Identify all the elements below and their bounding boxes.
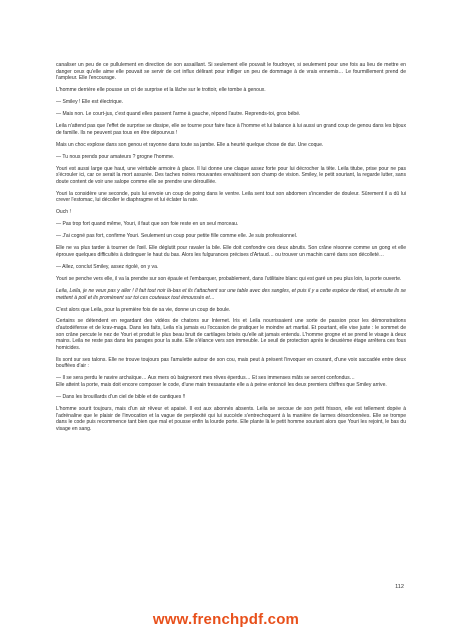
dialogue-line: — Pas trop fort quand même, Youri, il faut que son foie reste en un seul morceau. — [56, 221, 239, 228]
paragraph: Ouch ! — [56, 209, 71, 216]
paragraph: Leila n'attend pas que l'effet de surprise se dissipe, elle se tourne pour faire face à l'homme et lui balance à lui aussi un grand coup de genou dans les bijoux de famille. Ils ne peuvent pas tous en être dépourvus ! — [56, 123, 406, 136]
paragraph: L'homme derrière elle pousse un cri de surprise et la lâche sur le trottoir, elle tombe à genoux. — [56, 87, 266, 94]
dialogue-line: — Smiley ! Elle est électrique. — [56, 99, 124, 106]
paragraph: Youri se penche vers elle, il va la prendre sur son épaule et l'embarquer, probablement, dans l'utilitaire blanc qui est garé un peu plus loin, la porte ouverte. — [56, 275, 402, 282]
dialogue-line: — Tu nous prends pour amateurs ? grogne l'homme. — [56, 153, 175, 160]
paragraph: L'homme sourit toujours, mais d'un air rêveur et apaisé. Il est aux abonnés absents. Leila se secoue de son petit frisson, elle est tellement dopée à l'adrénaline que le plaisir de l'invocation et la vague de perplexité qui lui succède s'entrechoquent à la manière de larmes désordonnées. Elle se trompe dans le code puis recommence tant bien que mal et pousse enfin la lourde porte. Elle plante là le petit homme souriant alors que Youri les rejoint, le bas du visage en sang. — [56, 405, 406, 432]
dialogue-line: — Allez, conclut Smiley, assez rigolé, on y va. — [56, 263, 159, 270]
paragraph: canaliser un peu de ce pullulement en direction de son assaillant. Si seulement elle pouvait le foudroyer, si seulement pour une fois au lieu de mettre en danger ceux qu'elle aime elle pouvait se servir de cet influx délirant pour infliger un peu de dommage à de vrais ennemis… Le fourmillement prend de l'ampleur. Elle l'encourage. — [56, 62, 406, 82]
dialogue-line: — Dans les brouillards d'un ciel de bible et de cantiques !! — [56, 394, 186, 400]
paragraph-italic: Leila, Leila, je ne veux pas y aller ! Il fait tout noir là-bas et ils t'attachent sur une table avec des sangles, et puis il y a cette espèce de rituel, et ensuite ils se mettent à poil et ils promènent sur toi ces couteaux tout émoussés et… — [56, 287, 406, 301]
paragraph: — Il se sera perdu le navire archaïque… Aux mers où baigneront mes rêves éperdus… Et ses immenses mâts se seront confondus… Elle atteint la porte, mais doit encore composer le code, d'une main tressautante elle a à peine entoncé les deux premiers chiffres que Smiley arrive. — [56, 375, 387, 389]
paragraph: Youri la considère une seconde, puis lui envoie un coup de poing dans le ventre. Leila sent tout son abdomen s'incendier de douleur. Sûrement il a dû lui crever l'estomac, lui décoller le diaphragme et lui éclater la rate. — [56, 190, 406, 204]
paragraph: C'est alors que Leila, pour la première fois de sa vie, donne un coup de boule. — [56, 306, 231, 313]
paragraph: Mais un choc explose dans son genou et rayonne dans toute sa jambe. Elle a heurté quelque chose de dur. Une coque. — [56, 141, 324, 148]
footer-url-link[interactable]: www.frenchpdf.com — [152, 611, 300, 628]
paragraph: Certains se détendent en regardant des vidéos de chatons sur Internet. Iris et Leila nourrissaient une sorte de passion pour les démonstrations d'autodéfense et de krav-maga. Dans les faits, Leila n'a jamais eu l'occasion de pratiquer le moindre art martial. Et pourtant, elle vise juste : le sommet de son crâne percute le nez de Youri et produit le plus beau bruit de cartilages brisés qu'elle ait jamais entendu. L'homme grogne et se prend le visage à deux mains. Leila ne reste pas dans les parages pour la suite. Elle s'élance vers son immeuble. Le seuil de protection après le deuxième étage arrêtera ces fous homicides. — [56, 318, 406, 351]
dialogue-line: — Mais non. Le court-jus, c'est quand elles passent l'arme à gauche, répond l'autre. Reprends-toi, gros bébé. — [56, 111, 301, 118]
page-body — [56, 62, 406, 438]
paragraph: Elle ne va plus tarder à tourner de l'œil. Elle déglutit pour ravaler la bile. Elle doit confondre ces deux abrutis. Son crâne résonne comme un gong et elle éprouve quelques difficultés à distinguer le haut du bas. Alors les fulgurances précises d'Artaud… ou trouver un machin carré dans son décolleté… — [56, 245, 406, 258]
dialogue-line: — J'ai cogné pas fort, confirme Youri. Seulement un coup pour petite fille comme elle. Je suis professionnel. — [56, 233, 298, 240]
paragraph: Ils sont sur ses talons. Elle ne trouve toujours pas l'amulette autour de son cou, mais peut à présent l'invoquer en courant, d'une voix saccadée entre deux bouffées d'air : — [56, 356, 406, 370]
paragraph: Youri est aussi large que haut, une véritable armoire à glace. Il lui donne une claque assez forte pour lui décrocher la tête. Leila titube, prise pour ne pas s'écrouler ici, car ce serait la mort assurée. Des taches noires mouvantes envahissent son champ de vision. Smiley, le petit souriant, la regarde lutter, sans doute content de voir une salope comme elle se prendre une dérouillée. — [56, 165, 406, 185]
page-number: 112 — [395, 584, 404, 590]
